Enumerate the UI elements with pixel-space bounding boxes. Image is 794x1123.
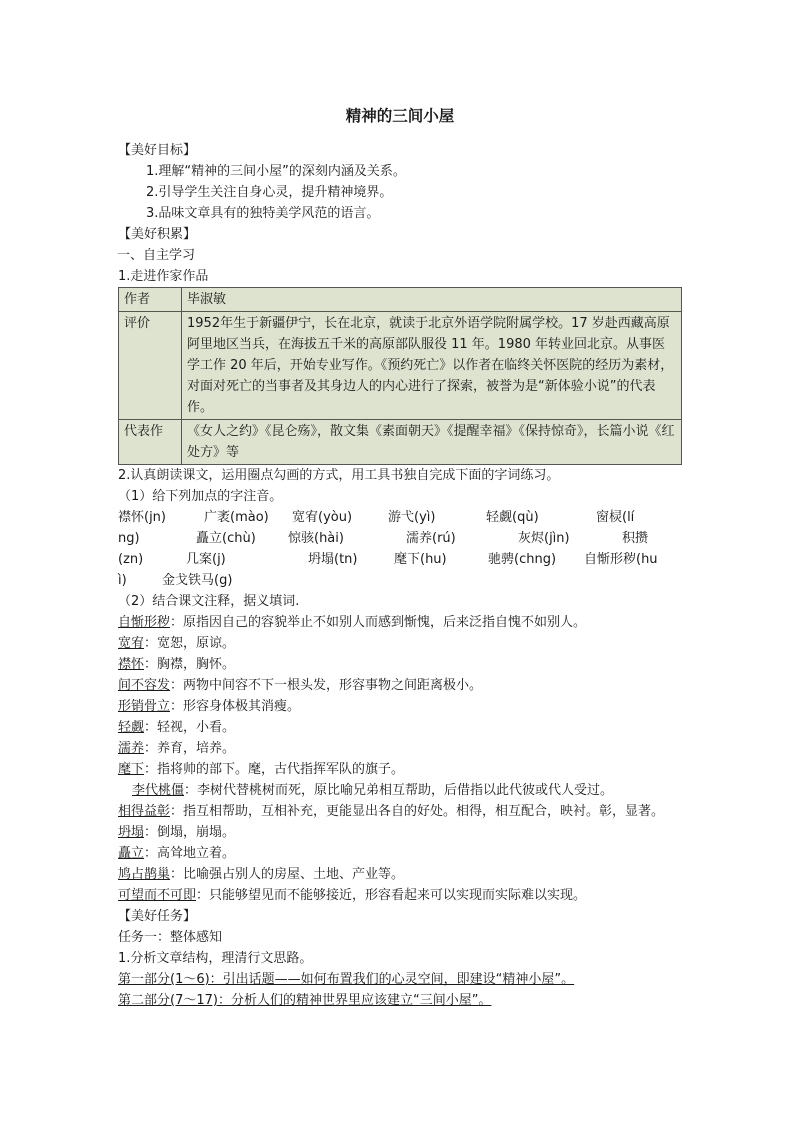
table-row: [119, 312, 682, 420]
definition-text: ：指将帅的部下。麾，古代指挥军队的旗子。: [144, 762, 405, 777]
definition-text: ：原指因自己的容貌举止不如别人而感到惭愧，后来泛指自愧不如别人。: [170, 615, 587, 630]
definition-term: 相得益彰: [118, 804, 171, 819]
definition-term: 宽宥: [118, 636, 145, 651]
structure-part: 第一部分(1～6)：引出话题——如何布置我们的心灵空间，即建设“精神小屋”。: [118, 972, 575, 987]
definition-item: [118, 738, 682, 759]
pinyin-item: 广袤(mào): [204, 510, 269, 525]
table-value: 1952年生于新疆伊宁，长在北京，就读于北京外语学院附属学校。17 岁赴西藏高原阿里地区当兵，在海拔五千米的高原部队服役 11 年。1980 年转业回北京。从事医学工作 20 年后，开始专业写作。《预约死亡》以作者在临终关怀医院的经历为素材，对面对死亡的当事者及其身边人的内心进行了探索，被誉为是“新体验小说”的代表作。: [182, 312, 682, 420]
table-row: [119, 288, 682, 312]
pinyin-item: 轻觑(qù): [486, 510, 539, 525]
pinyin-item: ì): [118, 573, 127, 588]
pinyin-item: 矗立(chù): [196, 531, 256, 546]
reading-task: 2.认真朗读课文，运用圈点勾画的方式，用工具书独自完成下面的字词练习。: [118, 468, 560, 483]
table-value: 《女人之约》《昆仑殇》，散文集《素面朝天》《提醒幸福》《保持惊奇》，长篇小说《红处方》等: [182, 420, 682, 465]
pinyin-item: 坍塌(tn): [308, 552, 358, 567]
table-row: [119, 420, 682, 465]
definition-term: 矗立: [118, 846, 145, 861]
definition-item: [118, 759, 682, 780]
definition-text: ：只能够望见而不能够接近，形容看起来可以实现而实际难以实现。: [196, 888, 587, 903]
goal-item: 1.理解“精神的三间小屋”的深刻内涵及关系。: [146, 164, 406, 179]
goal-item: 2.引导学生关注自身心灵，提升精神境界。: [146, 185, 393, 200]
definition-text: ：李树代替桃树而死，原比喻兄弟相互帮助，后借指以此代彼或代人受过。: [184, 783, 614, 798]
definition-text: ：形容身体极其消瘦。: [170, 699, 301, 714]
pinyin-item: 襟怀(jn): [118, 510, 166, 525]
table-key: 代表作: [119, 420, 182, 465]
pinyin-line: [118, 549, 682, 570]
goal-item: 3.品味文章具有的独特美学风范的语言。: [146, 206, 380, 221]
definition-term: 李代桃僵: [132, 783, 185, 798]
definition-item: [118, 654, 682, 675]
definitions-header: （2）结合课文注释，据义填词.: [118, 594, 300, 609]
definition-term: 自惭形秽: [118, 615, 171, 630]
pinyin-item: 窗棂(lí: [596, 510, 635, 525]
document-content: [118, 104, 682, 1011]
definition-term: 麾下: [118, 762, 145, 777]
pinyin-item: 灰烬(jìn): [518, 531, 570, 546]
pinyin-item: 几案(j): [186, 552, 226, 567]
table-key: 评价: [119, 312, 182, 420]
pinyin-item: 金戈铁马(g): [162, 573, 233, 588]
definition-term: 间不容发: [118, 678, 171, 693]
page-title: 精神的三间小屋: [345, 107, 455, 125]
definition-item: [118, 864, 682, 885]
author-intro-heading: 1.走进作家作品: [118, 269, 209, 284]
accum-header: 【美好积累】: [118, 227, 197, 242]
pinyin-item: 积攒: [622, 531, 649, 546]
definition-item: [118, 717, 682, 738]
definition-term: 濡养: [118, 741, 145, 756]
definition-item: [118, 675, 682, 696]
author-table: [118, 287, 682, 465]
definition-text: ：胸襟，胸怀。: [144, 657, 236, 672]
definition-item: [118, 843, 682, 864]
pinyin-item: 惊骇(hài): [288, 531, 344, 546]
table-value: 毕淑敏: [182, 288, 682, 312]
goals-header: 【美好目标】: [118, 143, 197, 158]
pinyin-item: ng): [118, 531, 140, 546]
definition-term: 可望而不可即: [118, 888, 197, 903]
definition-text: ：倒塌，崩塌。: [144, 825, 236, 840]
self-study-heading: 一、自主学习: [117, 248, 196, 263]
pinyin-header: （1）给下列加点的字注音。: [118, 489, 283, 504]
pinyin-item: 宽宥(yòu): [292, 510, 353, 525]
pinyin-line: [118, 507, 682, 528]
pinyin-line: [118, 570, 682, 591]
definition-text: ：轻视，小看。: [144, 720, 236, 735]
task-header: 【美好任务】: [118, 909, 197, 924]
table-key: 作者: [119, 288, 182, 312]
definition-item: [118, 885, 682, 906]
pinyin-item: 自惭形秽(hu: [584, 552, 658, 567]
analysis-prompt: 1.分析文章结构，理清行文思路。: [118, 951, 313, 966]
structure-part: 第二部分(7～17)：分析人们的精神世界里应该建立“三间小屋”。: [118, 993, 492, 1008]
definition-term: 襟怀: [118, 657, 145, 672]
definition-term: 鸠占鹊巢: [118, 867, 171, 882]
definition-text: ：宽恕，原谅。: [144, 636, 236, 651]
definition-text: ：养育，培养。: [144, 741, 236, 756]
pinyin-item: (zn): [118, 552, 144, 567]
definition-term: 坍塌: [118, 825, 145, 840]
definition-item: [118, 612, 682, 633]
definition-text: ：两物中间容不下一根头发，形容事物之间距离极小。: [170, 678, 483, 693]
task-one-heading: 任务一：整体感知: [118, 930, 223, 945]
pinyin-item: 驰骋(chng): [488, 552, 557, 567]
pinyin-item: 麾下(hu): [394, 552, 447, 567]
definition-item: [118, 780, 682, 801]
definition-item: [118, 633, 682, 654]
definition-term: 形销骨立: [118, 699, 171, 714]
definition-text: ：高耸地立着。: [144, 846, 236, 861]
pinyin-line: [118, 528, 682, 549]
pinyin-item: 濡养(rú): [406, 531, 456, 546]
definition-text: ：比喻强占别人的房屋、土地、产业等。: [170, 867, 405, 882]
definition-item: [118, 801, 682, 822]
definition-term: 轻觑: [118, 720, 145, 735]
definition-text: ：指互相帮助，互相补充，更能显出各自的好处。相得，相互配合，映衬。彰，显著。: [170, 804, 665, 819]
definition-item: [118, 696, 682, 717]
definition-item: [118, 822, 682, 843]
pinyin-item: 游弋(yì): [388, 510, 436, 525]
